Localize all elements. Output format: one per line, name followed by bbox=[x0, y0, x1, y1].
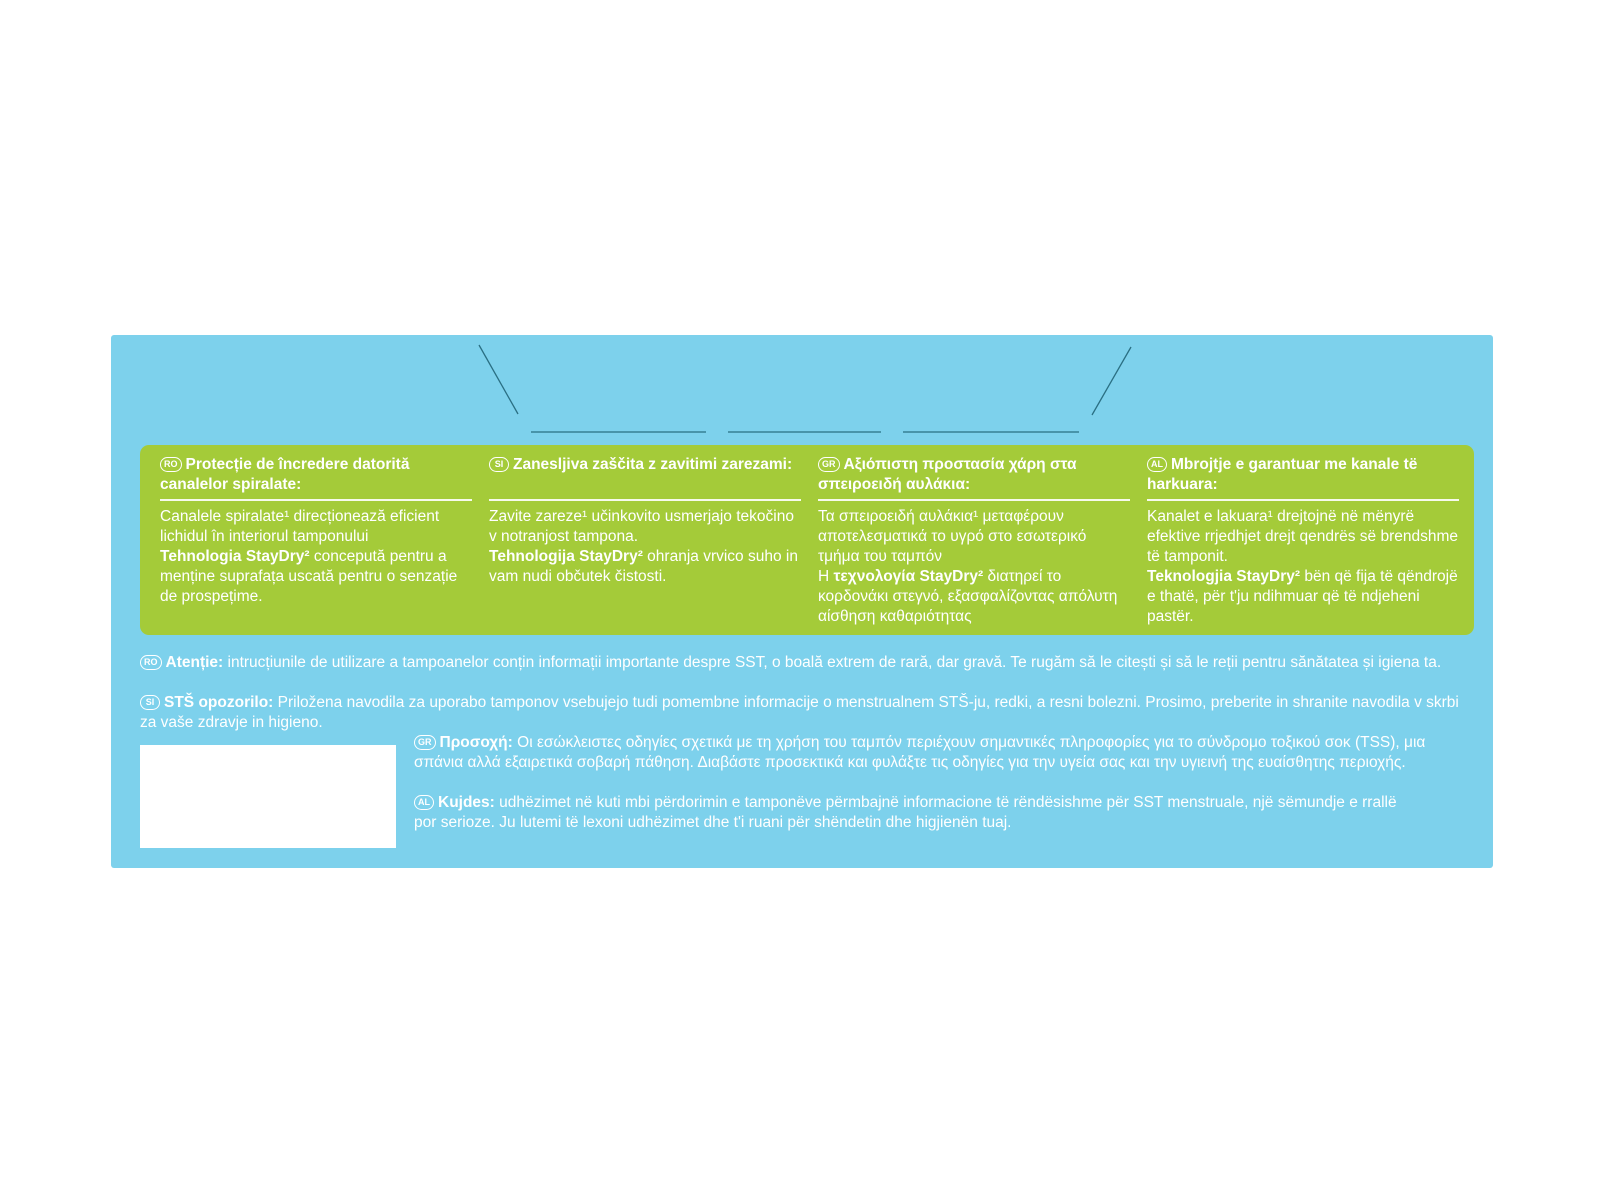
lang-badge-al: AL bbox=[414, 795, 434, 810]
fold-line-right-diagonal bbox=[1092, 347, 1131, 415]
benefit-column-si bbox=[489, 455, 801, 587]
lang-badge-ro: RO bbox=[160, 457, 182, 472]
benefit-divider bbox=[160, 499, 472, 501]
lang-badge-al: AL bbox=[1147, 457, 1167, 472]
benefits-box bbox=[140, 445, 1474, 635]
lang-badge-si: SI bbox=[140, 695, 160, 710]
warning-al: AL Kujdes: udhëzimet në kuti mbi përdorimin e tamponëve përmbajnë informacione të rëndësishme për SST menstruale, një sëmundje e rrallë por serioze. Ju lutemi të lexoni udhëzimet dhe t'i ruani për shëndetin dhe higjienën tuaj. bbox=[414, 794, 1397, 831]
benefit-title-al: AL Mbrojtje e garantuar me kanale të harkuara: bbox=[1147, 456, 1418, 493]
benefit-body-al: Kanalet e lakuara¹ drejtojnë në mënyrë efektive rrjedhjet drejt qendrës së brendshme të tamponit. Teknologjia StayDry² bën që fija të qëndrojë e thatë, për t'ju ndihmuar që të ndjeheni pastër. bbox=[1147, 508, 1459, 625]
benefit-column-gr bbox=[818, 455, 1130, 627]
benefit-title-si: SI Zanesljiva zaščita z zavitimi zarezami: bbox=[489, 455, 801, 495]
warning-ro: RO Atenție: intrucțiunile de utilizare a tampoanelor conțin informații importante despre SST, o boală extrem de rară, dar gravă. Te rugăm să le citești și să le reții pentru sănătatea și igiena ta. bbox=[140, 653, 1470, 673]
warning-si: SI STŠ opozorilo: Priložena navodila za uporabo tamponov vsebujejo tudi pomembne informacije o menstrualnem STŠ-ju, redki, a resni bolezni. Prosimo, preberite in shranite navodila v skrbi za vaše zdravje in higieno. bbox=[140, 694, 1459, 731]
lang-badge-si: SI bbox=[489, 457, 509, 472]
benefit-title-ro: RO Protecție de încredere datorită canalelor spiralate: bbox=[160, 456, 410, 493]
benefit-divider bbox=[1147, 499, 1459, 501]
benefit-title-gr: GR Αξιόπιστη προστασία χάρη στα σπειροειδή αυλάκια: bbox=[818, 456, 1077, 493]
lang-badge-gr: GR bbox=[818, 457, 840, 472]
benefit-body-si: Zavite zareze¹ učinkovito usmerjajo tekočino v notranjost tampona. Tehnologija StayDry² ohranja vrvico suho in vam nudi občutek čistosti. bbox=[489, 508, 798, 585]
fold-lines bbox=[111, 335, 1493, 455]
benefit-column-ro bbox=[160, 455, 472, 607]
lang-badge-gr: GR bbox=[414, 735, 436, 750]
benefit-divider bbox=[818, 499, 1130, 501]
fold-line-left-diagonal bbox=[479, 345, 518, 414]
barcode-area bbox=[140, 745, 396, 848]
warning-gr: GR Προσοχή: Οι εσώκλειστες οδηγίες σχετικά με τη χρήση του ταμπόν περιέχουν σημαντικές πληροφορίες για το σύνδρομο τοξικού σοκ (TSS), μια σπάνια αλλά εξαιρετικά σοβαρή πάθηση. Διαβάστε προσεκτικά και φυλάξτε τις οδηγίες για την υγεία σας και την υγιεινή της ευαίσθητης περιοχής. bbox=[414, 734, 1426, 771]
benefit-column-al bbox=[1147, 455, 1459, 627]
lang-badge-ro: RO bbox=[140, 655, 162, 670]
benefit-body-gr: Τα σπειροειδή αυλάκια¹ μεταφέρουν αποτελεσματικά το υγρό στο εσωτερικό τμήμα του ταμπόν Η τεχνολογία StayDry² διατηρεί το κορδονάκι στεγνό, εξασφαλίζοντας απόλυτη αίσθηση καθαριότητας bbox=[818, 508, 1118, 625]
benefit-divider bbox=[489, 499, 801, 501]
benefit-body-ro: Canalele spiralate¹ direcționează eficient lichidul în interiorul tamponului Tehnologia StayDry² concepută pentru a menține suprafața uscată pentru o senzație de prospețime. bbox=[160, 508, 458, 605]
package-panel bbox=[111, 335, 1493, 868]
